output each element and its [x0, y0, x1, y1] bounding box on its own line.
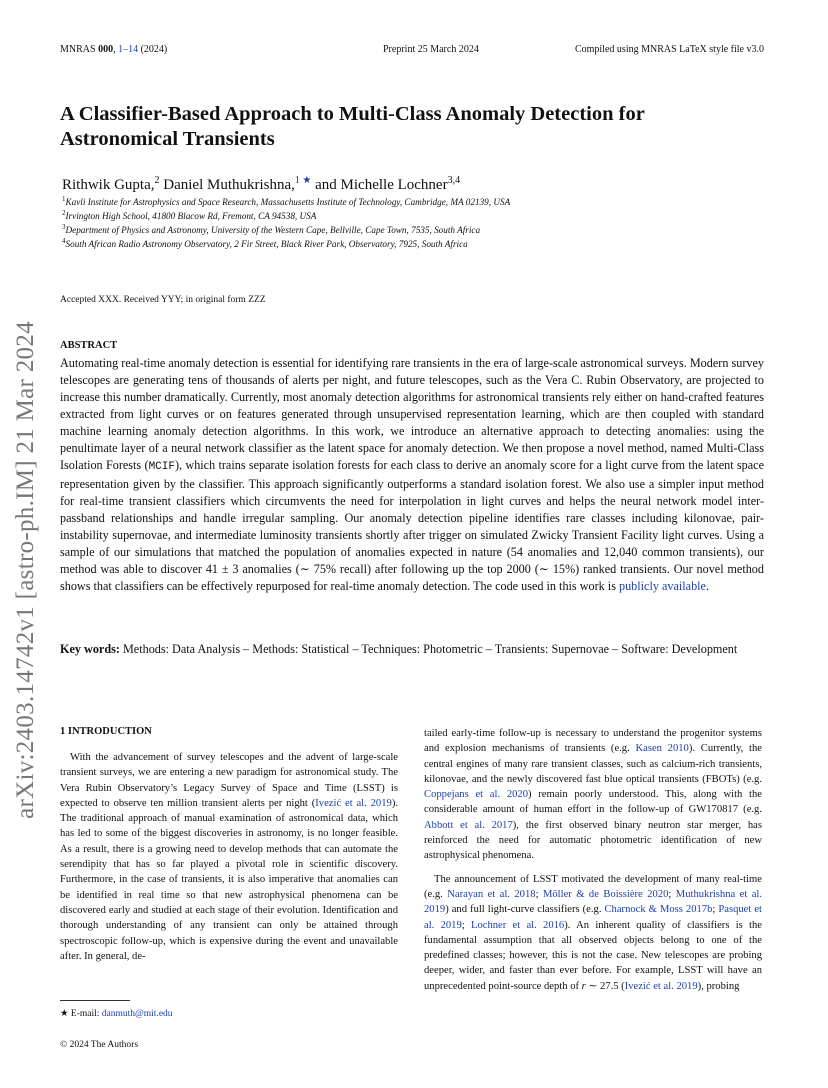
- intro-column-1: With the advancement of survey telescopes and the advent of large-scale transient surveys, we are entering a new paradigm for astronomical study. The Vera Rubin Observatory’s Legacy Survey of Space and Time (LSST) is expected to observe ten million transient alerts per night (Ivezić et al. 2019). The traditional approach of manual examination of astronomical data, which has led to some of the biggest discoveries in astronomy, is no longer feasible. As a result, there is a growing need to develop methods that can automate the serendipity that has so far played a pivotal role in scientific discovery. Furthermore, in the case of transients, it is also imperative that anomalies can be identified in real time so that new astrophysical phenomena can be discovered early and studied at each stage of their evolution. Identification and thorough understanding of any transient can only be attained through spectroscopic follow-up, which is expensive during the event and unavailable after. In general, de-: [60, 752, 398, 962]
- keywords: Key words: Methods: Data Analysis – Methods: Statistical – Techniques: Photometric – Transients: Supernovae – Software: Development: [60, 642, 738, 656]
- affiliation-3: $^3$Department of Physics and Astronomy, University of the Western Cape, Bellville, Cape Town, 7535, South Africa: [62, 223, 481, 236]
- section-heading-introduction: 1 INTRODUCTION: [60, 726, 152, 737]
- abstract-heading: ABSTRACT: [60, 340, 118, 351]
- citation-link[interactable]: Pasquet et al. 2019: [424, 904, 762, 931]
- citation-link[interactable]: Muthukrishna et al. 2019: [424, 888, 763, 916]
- affiliation-4: $^4$South African Radio Astronomy Observatory, 2 Fir Street, Black River Park, Observatory, 7925, South Africa: [62, 237, 468, 250]
- citation-link[interactable]: Ivezić et al. 2019: [624, 980, 698, 992]
- preprint-date: Preprint 25 March 2024: [383, 44, 479, 55]
- corresponding-author-mark[interactable]: 1 ★: [294, 175, 312, 186]
- abstract-text: Automating real-time anomaly detection is essential for identifying rare transients in the era of large-scale astronomical surveys. Modern survey telescopes are generating tens of thousands of alerts per night, and future telescopes, such as the Vera C. Rubin Observatory, are projected to increase this number dramatically. Currently, most anomaly detection algorithms for astronomical transients rely either on hand-crafted features extracted from light curves or on features generated through unsupervised representation learning, which are then coupled with standard machine learning anomaly detection algorithms. In this work, we introduce an alternative approach to detecting anomalies: using the penultimate layer of a neural network classifier as the latent space for anomaly detection. We then propose a novel method, named Multi-Class Isolation Forests (MCIF), which trains separate isolation forests for each class to derive an anomaly score for a light curve from the latent space representation given by the classifier. This approach significantly outperforms a standard isolation forest. We also use a simpler input method for real-time transient classifiers which circumvents the need for interpolation in light curves and helps the neural network model inter-passband relationships and handle irregular sampling. Our anomaly detection pipeline identifies rare classes including kilonovae, pair-instability supernovae, and intermediate luminosity transients shortly after trigger on simulated Zwicky Transient Facility light curves. Using a sample of our simulations that matched the population of anomalies expected in nature (54 anomalies and 12,040 common transients), our method was able to discover 41 ± 3 anomalies (∼ 75% recall) after following up the top 2000 (∼ 15%) ranked transients. Our novel method shows that classifiers can be effectively repurposed for real-time anomaly detection. The code used in this work is publicly available.: [60, 356, 764, 593]
- citation-link[interactable]: Charnock & Moss 2017b: [604, 904, 713, 916]
- citation-link[interactable]: Kasen 2010: [635, 743, 689, 755]
- paper-title: A Classifier-Based Approach to Multi-Class Anomaly Detection for Astronomical Transients: [60, 103, 645, 150]
- code-link[interactable]: publicly available: [618, 579, 706, 593]
- copyright: © 2024 The Authors: [60, 1040, 139, 1050]
- paragraph: The announcement of LSST motivated the development of many real-time (e.g. Narayan et al. 2018; Möller & de Boissière 2020; Muthukrishna et al. 2019) and full light-curve classifiers (e.g. Charnock & Moss 2017b; Pasquet et al. 2019; Lochner et al. 2016). An inherent quality of classifiers is the fundamental assumption that all observed objects belong to one of the predefined classes; however, this is not the case. New telescopes are probing deeper, wider, and faster than ever before. For example, LSST will have an unprecedented point-source depth of r ∼ 27.5 (Ivezić et al. 2019), probing: [424, 873, 763, 992]
- citation-link[interactable]: Lochner et al. 2016: [470, 919, 565, 931]
- citation-link[interactable]: Ivezić et al. 2019: [315, 797, 392, 809]
- citation-link[interactable]: Coppejans et al. 2020: [424, 789, 529, 801]
- email-link[interactable]: danmuth@mit.edu: [101, 1009, 173, 1019]
- page-range-link[interactable]: 1–14: [118, 44, 139, 55]
- author-list: Rithwik Gupta,$^2$ Daniel Muthukrishna,$^{1 ★}$ and Michelle Lochner$^{3,4}$: [62, 175, 461, 193]
- accepted-line: Accepted XXX. Received YYY; in original form ZZZ: [60, 295, 266, 305]
- footnote-email: ★ E-mail: danmuth@mit.edu: [60, 1009, 173, 1019]
- footnote-rule: [60, 1000, 130, 1001]
- affiliation-1: $^1$Kavli Institute for Astrophysics and Space Research, Massachusetts Institute of Technology, Cambridge, MA 02139, USA: [62, 195, 511, 208]
- citation-link[interactable]: Narayan et al. 2018: [447, 888, 536, 900]
- keywords-label: Key words:: [60, 642, 120, 656]
- intro-column-2: [424, 726, 762, 994]
- mcif-code: MCIF: [148, 461, 175, 473]
- paragraph: tailed early-time follow-up is necessary to understand the progenitor systems and explosion mechanisms of transients (e.g. Kasen 2010). Currently, the central engines of many rare transient classes, such as calcium-rich transients, kilonovae, and the newly discovered fast blue optical transients (FBOTs) (e.g. Coppejans et al. 2020) remain poorly understood. This, along with the considerable amount of human effort in the follow-up of GW170817 (e.g. Abbott et al. 2017), the first observed binary neutron star merger, has reinforced the need for automatic photometric identification of new astrophysical phenomena.: [424, 728, 763, 862]
- affiliation-2: $^2$Irvington High School, 41800 Blacow Rd, Fremont, CA 94538, USA: [62, 209, 317, 222]
- arxiv-stamp: arXiv:2403.14742v1 [astro-ph.IM] 21 Mar 2024: [12, 321, 39, 819]
- compiled-note: Compiled using MNRAS LaTeX style file v3.0: [574, 44, 764, 55]
- citation-link[interactable]: Abbott et al. 2017: [424, 819, 513, 831]
- running-header-left: MNRAS 000, 1–14 (2024): [60, 44, 168, 55]
- citation-link[interactable]: Möller & de Boissière 2020: [542, 888, 669, 900]
- volume-number: 000: [98, 44, 114, 55]
